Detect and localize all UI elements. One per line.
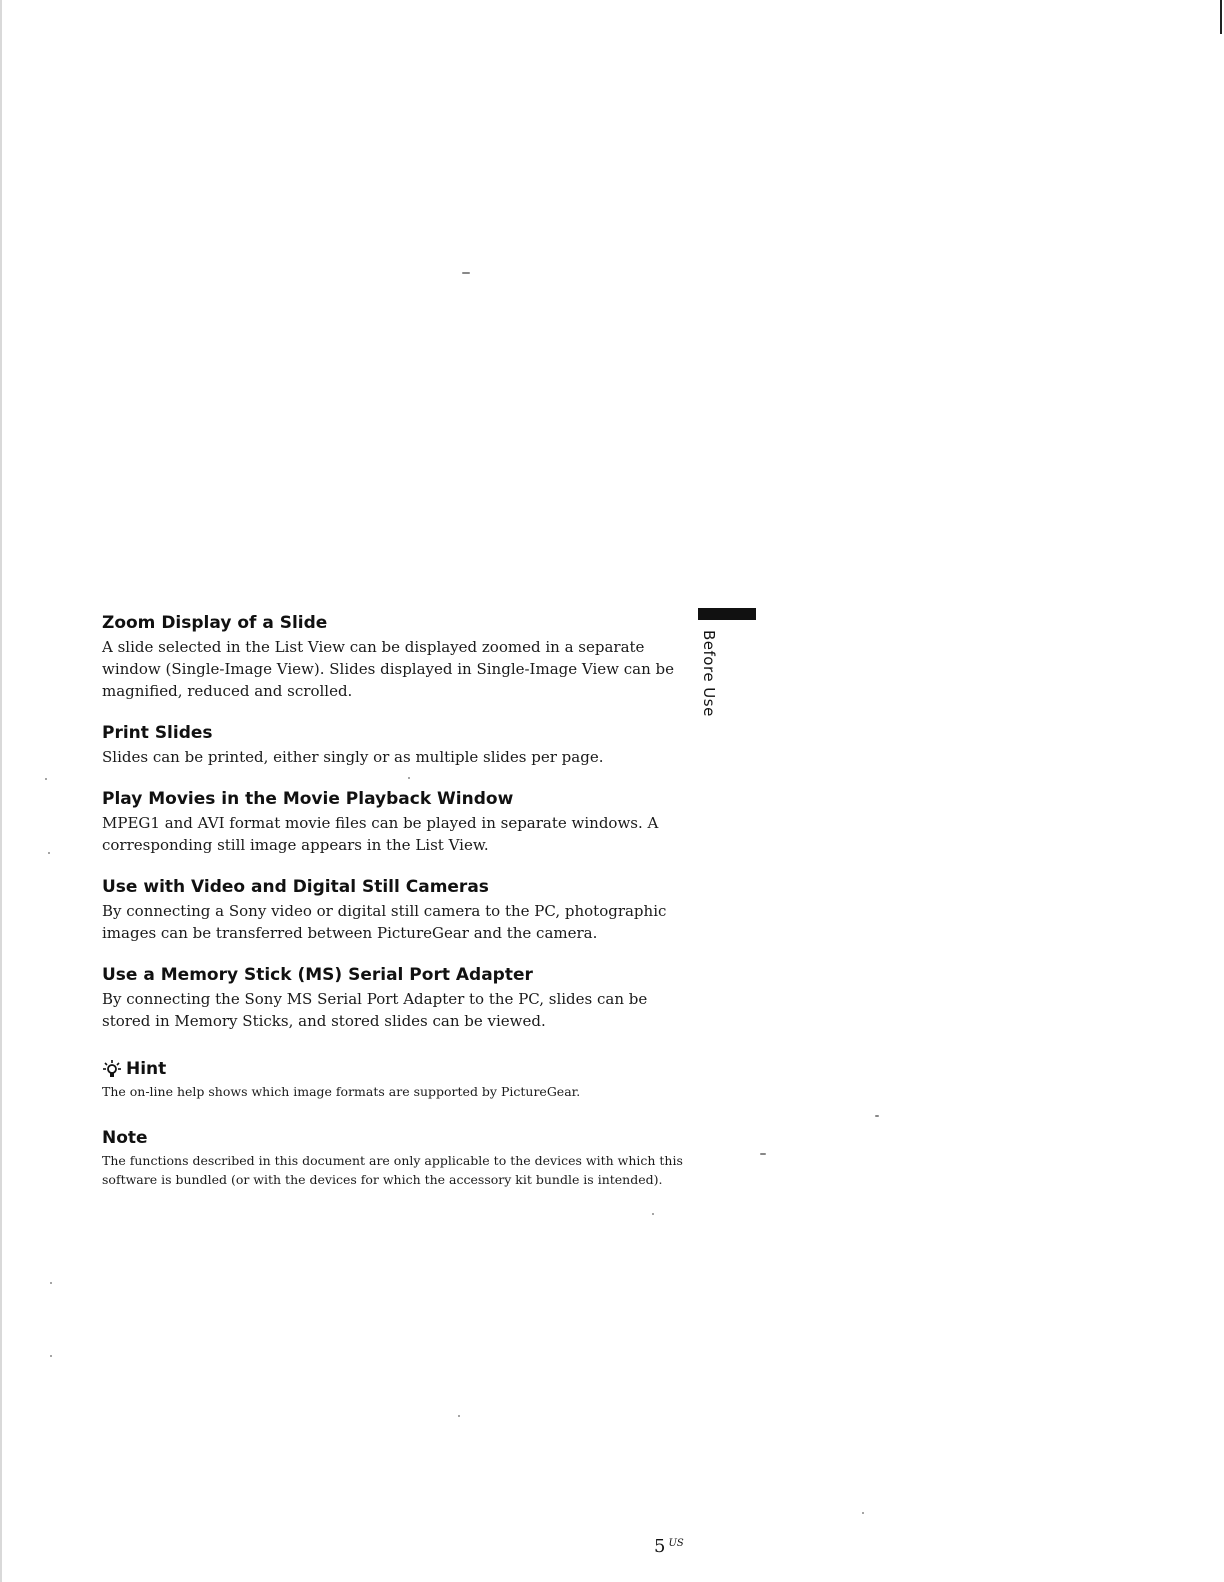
section-body: Slides can be printed, either singly or as multiple slides per page. — [102, 748, 604, 766]
page-number-suffix: US — [668, 1538, 684, 1549]
note-section — [102, 1127, 692, 1189]
scan-speck — [48, 852, 50, 854]
hint-body: The on-line help shows which image formats are supported by PictureGear. — [102, 1084, 581, 1099]
main-content — [102, 612, 692, 1209]
section-tab-marker — [698, 608, 756, 620]
page-number-value: 5 — [654, 1536, 666, 1557]
section-heading: Play Movies in the Movie Playback Window — [102, 789, 514, 809]
section-heading: Zoom Display of a Slide — [102, 613, 328, 633]
hint-section — [102, 1058, 692, 1101]
feature-section — [102, 876, 692, 944]
scan-speck — [652, 1213, 654, 1215]
scan-speck — [875, 1115, 879, 1117]
scan-speck — [760, 1153, 766, 1155]
section-heading: Use a Memory Stick (MS) Serial Port Adapter — [102, 965, 533, 985]
feature-section — [102, 722, 692, 768]
lightbulb-icon — [102, 1059, 122, 1079]
page-edge — [0, 0, 2, 1582]
page-number — [654, 1536, 684, 1557]
hint-heading: Hint — [126, 1059, 167, 1079]
hint-heading-row — [102, 1058, 692, 1080]
section-heading: Use with Video and Digital Still Cameras — [102, 877, 489, 897]
scan-speck — [50, 1355, 52, 1357]
scan-speck — [45, 778, 47, 780]
note-heading: Note — [102, 1128, 148, 1148]
scan-speck — [462, 272, 470, 274]
section-heading: Print Slides — [102, 723, 213, 743]
note-body: The functions described in this document are only applicable to the devices with which this software is bundled (or with the devices for which the accessory kit bundle is intended). — [102, 1153, 683, 1187]
section-body: MPEG1 and AVI format movie files can be played in separate windows. A corresponding still image appears in the List View. — [102, 814, 659, 854]
page-edge-mark — [1220, 0, 1222, 34]
section-tab-text: Before Use — [700, 630, 718, 717]
scan-speck — [458, 1415, 460, 1417]
scan-speck — [862, 1512, 864, 1514]
feature-section — [102, 788, 692, 856]
section-body: By connecting a Sony video or digital still camera to the PC, photographic images can be transferred between PictureGear and the camera. — [102, 902, 667, 942]
scan-speck — [50, 1282, 52, 1284]
section-body: By connecting the Sony MS Serial Port Adapter to the PC, slides can be stored in Memory Sticks, and stored slides can be viewed. — [102, 990, 648, 1030]
feature-section — [102, 964, 692, 1032]
feature-section — [102, 612, 692, 702]
section-body: A slide selected in the List View can be displayed zoomed in a separate window (Single-Image View). Slides displayed in Single-Image View can be magnified, reduced and scrolled. — [102, 638, 674, 700]
section-tab-label — [697, 630, 721, 726]
